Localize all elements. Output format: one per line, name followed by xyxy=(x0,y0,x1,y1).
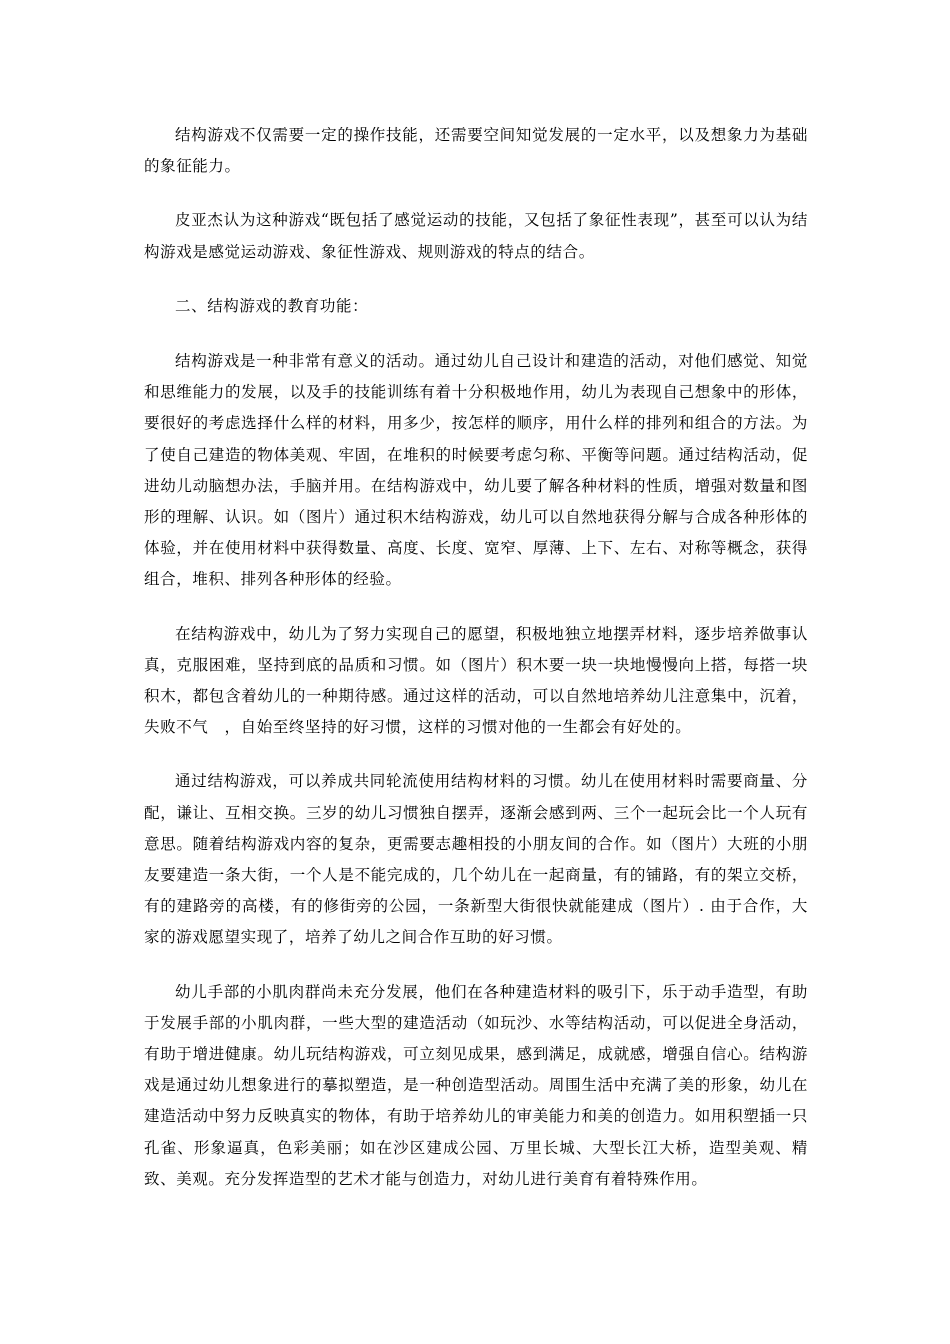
paragraph-cooperation: 通过结构游戏，可以养成共同轮流使用结构材料的习惯。幼儿在使用材料时需要商量、分配，谦让、互相交换。三岁的幼儿习惯独自摆弄，逐渐会感到两、三个一起玩会比一个人玩有意思。随着结构游戏内容的复杂，更需要志趣相投的小朋友间的合作。如（图片）大班的小朋友要建造一条大街，一个人是不能完成的，几个幼儿在一起商量，有的铺路，有的架立交桥，有的建路旁的高楼，有的修街旁的公园，一条新型大街很快就能建成（图片）. 由于合作，大家的游戏愿望实现了，培养了幼儿之间合作互助的好习惯。 xyxy=(144,772,808,947)
document-page xyxy=(144,120,808,1195)
paragraph-intro: 结构游戏不仅需要一定的操作技能，还需要空间知觉发展的一定水平，以及想象力为基础的象征能力。 xyxy=(144,126,808,176)
paragraph-perseverance: 在结构游戏中，幼儿为了努力实现自己的愿望，积极地独立地摆弄材料，逐步培养做事认真，克服困难，坚持到底的品质和习惯。如（图片）积木要一块一块地慢慢向上搭，每搭一块积木，都包含着幼儿的一种期待感。通过这样的活动，可以自然地培养幼儿注意集中，沉着，失败不气 ，自始至终坚持的好习惯，这样的习惯对他的一生都会有好处的。 xyxy=(144,624,808,737)
section-heading: 二、结构游戏的教育功能： xyxy=(175,296,369,315)
paragraph-motor-aesthetic: 幼儿手部的小肌肉群尚未充分发展，他们在各种建造材料的吸引下，乐于动手造型，有助于发展手部的小肌肉群，一些大型的建造活动（如玩沙、水等结构活动，可以促进全身活动，有助于增进健康。幼儿玩结构游戏，可立刻见成果，感到满足，成就感，增强自信心。结构游戏是通过幼儿想象进行的摹拟塑造，是一种创造型活动。周围生活中充满了美的形象，幼儿在建造活动中努力反映真实的物体，有助于培养幼儿的审美能力和美的创造力。如用积塑插一只孔雀、形象逼真，色彩美丽；如在沙区建成公园、万里长城、大型长江大桥，造型美观、精致、美观。充分发挥造型的艺术才能与创造力，对幼儿进行美育有着特殊作用。 xyxy=(144,982,808,1188)
paragraph-piaget: 皮亚杰认为这种游戏“既包括了感觉运动的技能，又包括了象征性表现”，甚至可以认为结构游戏是感觉运动游戏、象征性游戏、规则游戏的特点的结合。 xyxy=(144,211,808,261)
paragraph-meaningful-activity: 结构游戏是一种非常有意义的活动。通过幼儿自己设计和建造的活动，对他们感觉、知觉和思维能力的发展，以及手的技能训练有着十分积极地作用，幼儿为表现自己想象中的形体，要很好的考虑选择什么样的材料，用多少，按怎样的顺序，用什么样的排列和组合的方法。为了使自己建造的物体美观、牢固，在堆积的时候要考虑匀称、平衡等问题。通过结构活动，促进幼儿动脑想办法，手脑并用。在结构游戏中，幼儿要了解各种材料的性质，增强对数量和图形的理解、认识。如（图片）通过积木结构游戏，幼儿可以自然地获得分解与合成各种形体的体验，并在使用材料中获得数量、高度、长度、宽窄、厚薄、上下、左右、对称等概念，获得组合，堆积、排列各种形体的经验。 xyxy=(144,352,808,589)
